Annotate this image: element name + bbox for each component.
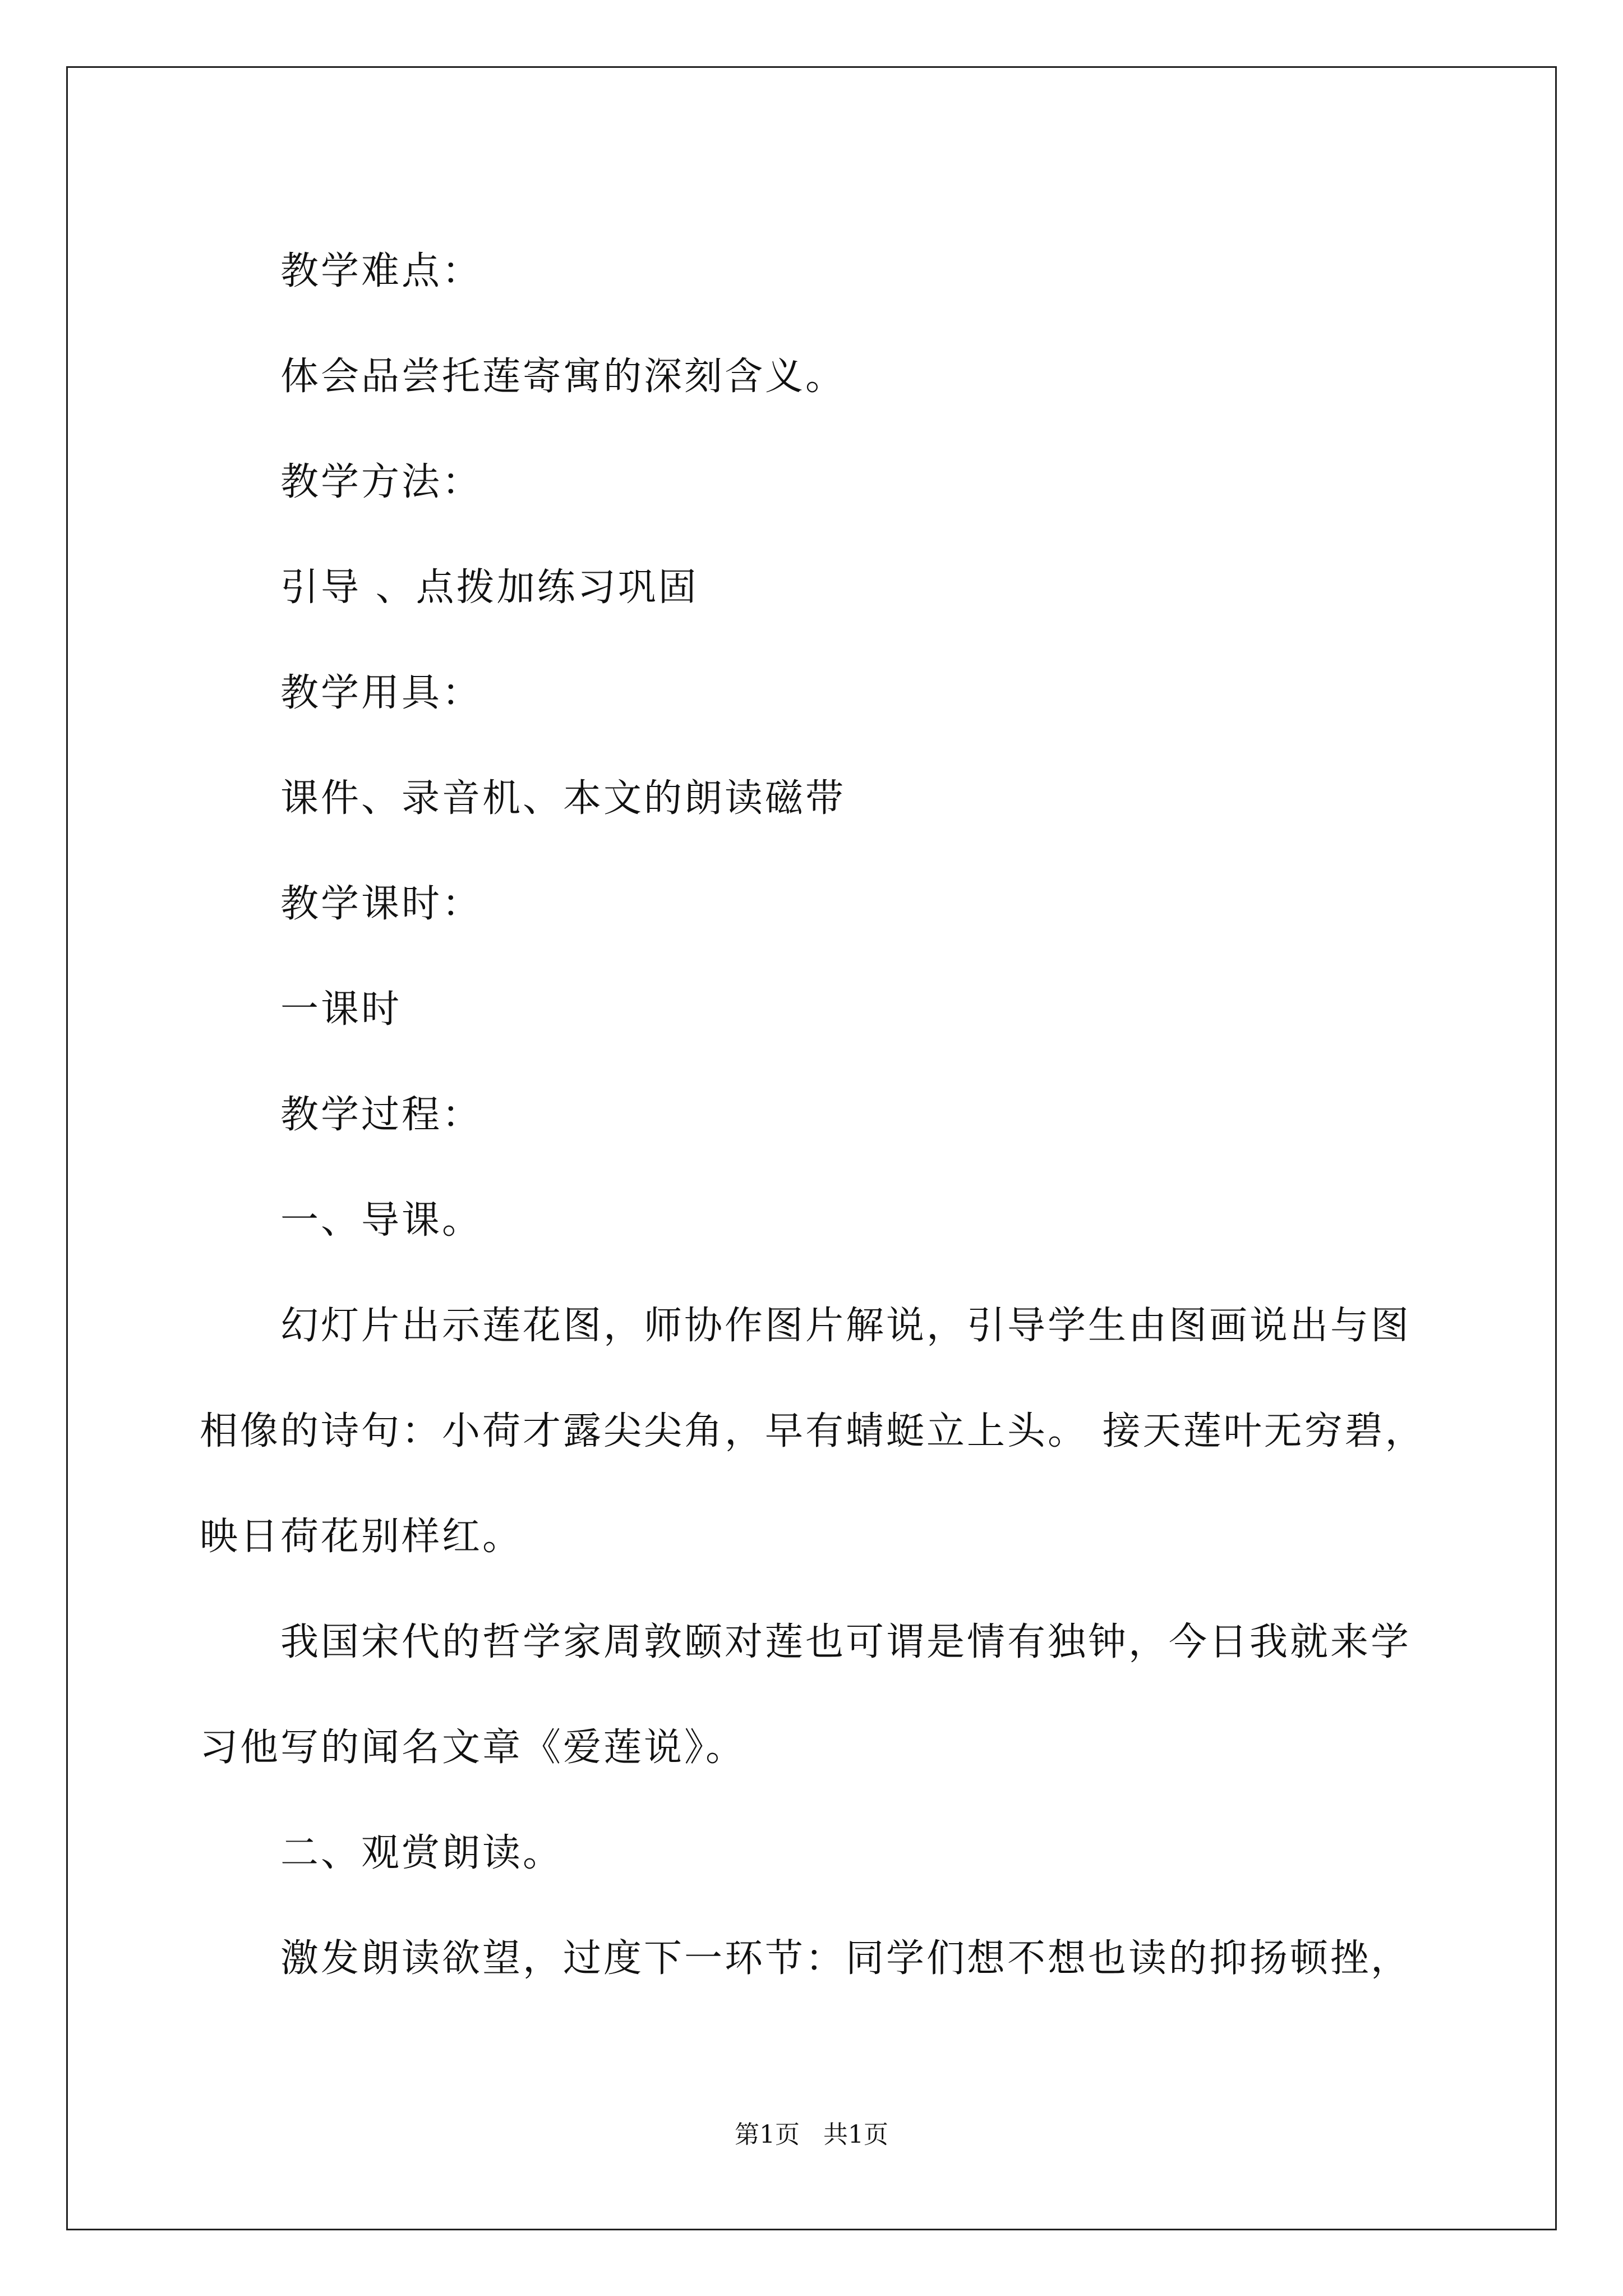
- paragraph-line: 幻灯片出示莲花图，师协作图片解说，引导学生由图画说出与图: [280, 1304, 1412, 1348]
- paragraph-line: 一课时: [280, 987, 402, 1032]
- section-heading-intro: 一、导课。: [280, 1198, 483, 1243]
- heading-teaching-tools: 教学用具：: [280, 671, 483, 715]
- paragraph-line: 体会品尝托莲寄寓的深刻含义。: [280, 355, 846, 399]
- paragraph-line: 习他写的闻名文章《爱莲说》。: [200, 1726, 746, 1770]
- heading-class-hours: 教学课时：: [280, 882, 483, 926]
- document-body: [200, 219, 1461, 2012]
- paragraph-line: 引导 、点拨加练习巩固: [280, 565, 699, 610]
- paragraph-line: 激发朗读欲望，过度下一环节：同学们想不想也读的抑扬顿挫，: [280, 1936, 1412, 1981]
- paragraph-line: 课件、录音机、本文的朗读磁带: [280, 776, 846, 821]
- paragraph-line: 映日荷花别样红。: [200, 1515, 523, 1559]
- heading-teaching-process: 教学过程：: [280, 1093, 483, 1137]
- heading-teaching-method: 教学方法：: [280, 460, 483, 504]
- section-heading-reading: 二、观赏朗读。: [280, 1831, 564, 1875]
- paragraph-line: 我国宋代的哲学家周敦颐对莲也可谓是情有独钟，今日我就来学: [280, 1620, 1412, 1664]
- paragraph-line: 相像的诗句：小荷才露尖尖角，早有蜻蜓立上头。 接天莲叶无穷碧，: [200, 1409, 1426, 1453]
- heading-teaching-difficulty: 教学难点：: [280, 249, 483, 293]
- page-footer: 第1页 共1页: [735, 2120, 888, 2149]
